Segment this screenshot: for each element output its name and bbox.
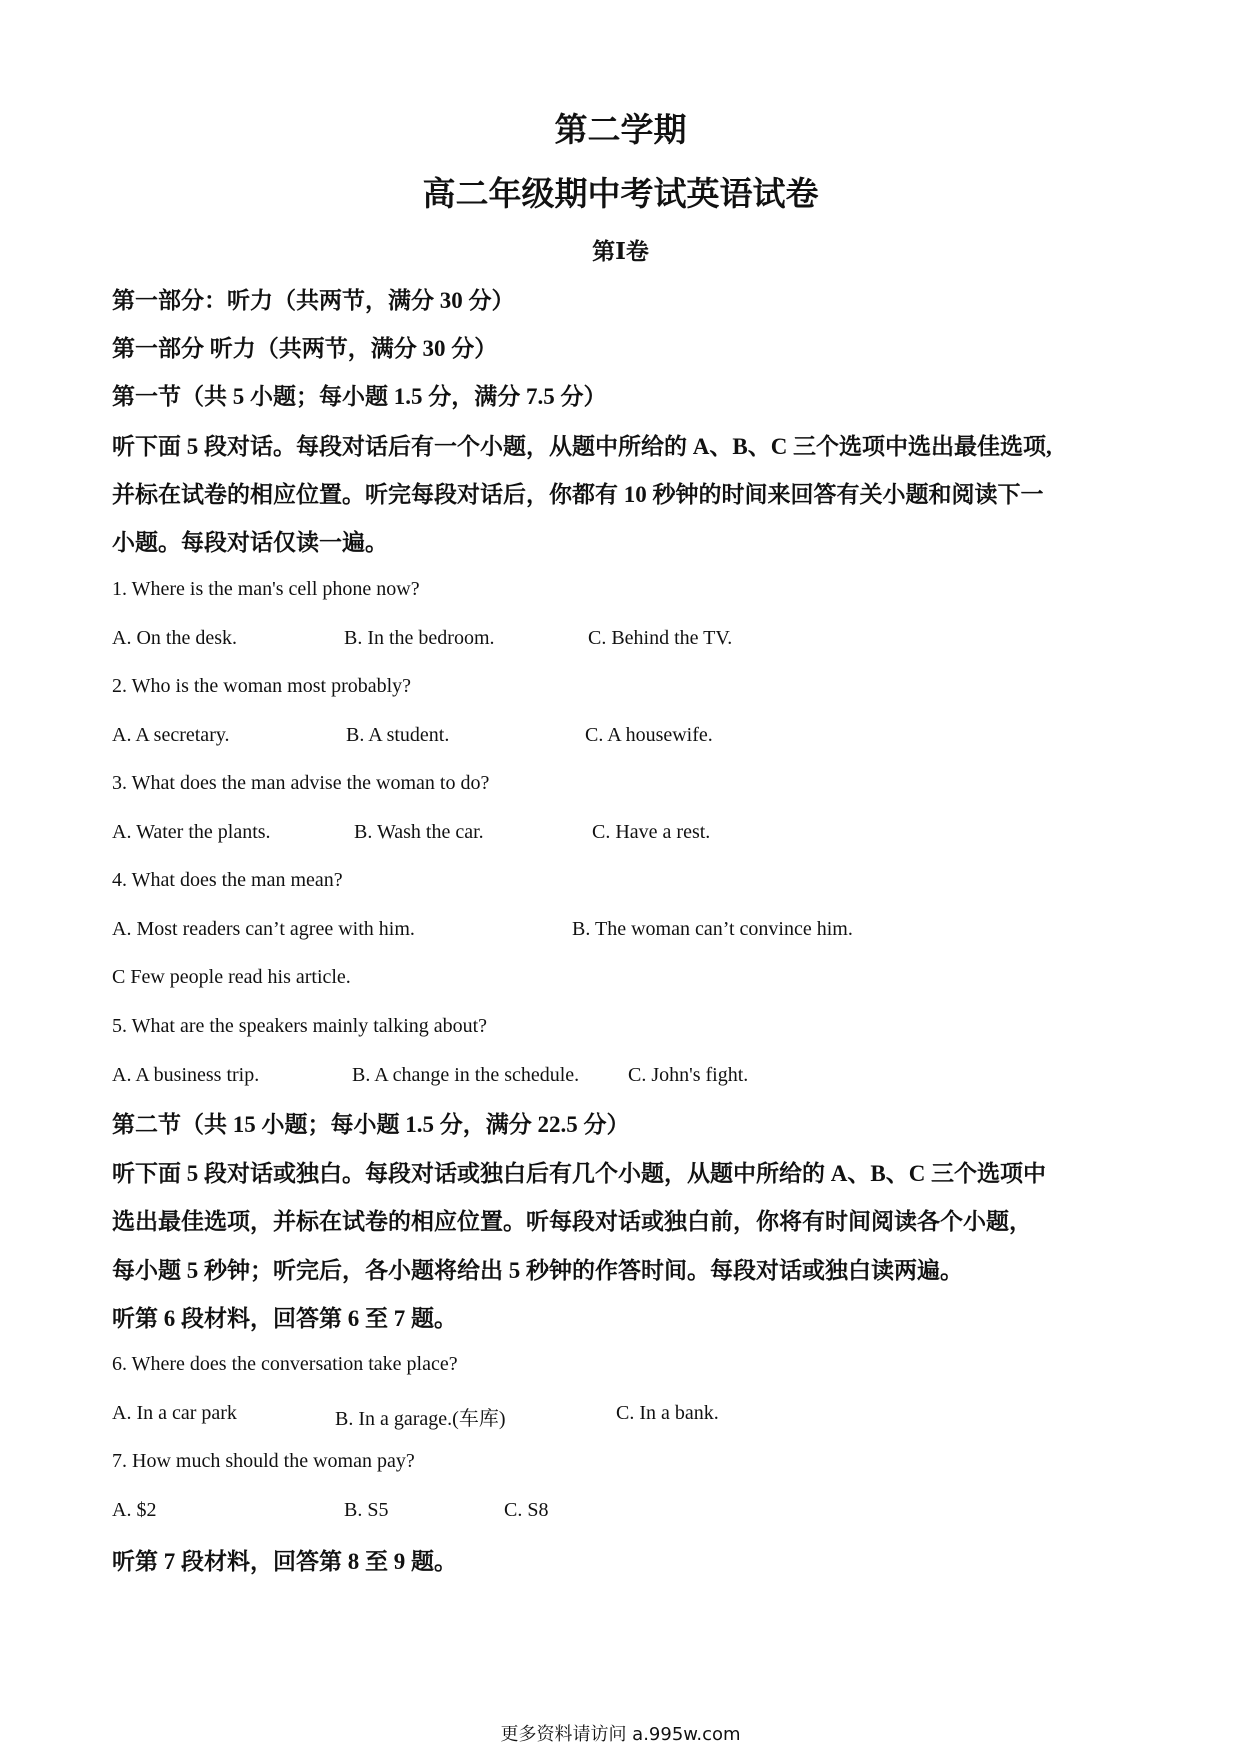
instruction-line: 并标在试卷的相应位置。听完每段对话后，你都有 10 秒钟的时间来回答有关小题和阅读下一 xyxy=(112,482,1044,507)
option-b: B. In the bedroom. xyxy=(344,627,495,649)
option-a: A. $2 xyxy=(112,1499,157,1521)
option-a: A. In a car park xyxy=(112,1402,237,1424)
option-b: B. The woman can’t convince him. xyxy=(572,918,853,940)
exam-title: 高二年级期中考试英语试卷 xyxy=(422,177,819,213)
material-heading: 听第 6 段材料，回答第 6 至 7 题。 xyxy=(112,1306,457,1331)
section-heading: 第一节（共 5 小题；每小题 1.5 分，满分 7.5 分） xyxy=(112,384,607,409)
question-text: 4. What does the man mean? xyxy=(112,869,343,891)
option-c: C. S8 xyxy=(504,1499,549,1521)
instruction-line: 听下面 5 段对话。每段对话后有一个小题，从题中所给的 A、B、C 三个选项中选出最佳选项, xyxy=(112,434,1052,459)
option-c: C. Behind the TV. xyxy=(588,627,733,649)
instruction-line: 小题。每段对话仅读一遍。 xyxy=(112,530,388,555)
option-c: C. Have a rest. xyxy=(592,821,711,843)
question-text: 5. What are the speakers mainly talking about? xyxy=(112,1015,488,1037)
option-c: C. John's fight. xyxy=(628,1064,749,1086)
instruction-line: 听下面 5 段对话或独白。每段对话或独白后有几个小题，从题中所给的 A、B、C 三个选项中 xyxy=(112,1161,1047,1186)
option-a: A. A business trip. xyxy=(112,1064,260,1086)
option-c: C. In a bank. xyxy=(616,1402,719,1424)
option-b: B. S5 xyxy=(344,1499,389,1521)
question-text: 3. What does the man advise the woman to do? xyxy=(112,772,490,794)
option-b: B. A student. xyxy=(346,724,450,746)
option-a: A. On the desk. xyxy=(112,627,237,649)
option-b: B. In a garage.(车库) xyxy=(335,1408,506,1430)
option-a: A. A secretary. xyxy=(112,724,230,746)
question-text: 7. How much should the woman pay? xyxy=(112,1450,415,1472)
part-heading: 第一部分：听力（共两节，满分 30 分） xyxy=(112,288,515,313)
option-b: B. A change in the schedule. xyxy=(352,1064,580,1086)
question-text: 6. Where does the conversation take place? xyxy=(112,1353,458,1375)
exam-term: 第二学期 xyxy=(554,113,687,149)
option-a: A. Most readers can’t agree with him. xyxy=(112,918,415,940)
part-heading: 第一部分 听力（共两节，满分 30 分） xyxy=(112,336,498,361)
question-text: 1. Where is the man's cell phone now? xyxy=(112,578,420,600)
section-heading: 第二节（共 15 小题；每小题 1.5 分，满分 22.5 分） xyxy=(112,1112,630,1137)
instruction-line: 每小题 5 秒钟；听完后，各小题将给出 5 秒钟的作答时间。每段对话或独白读两遍。 xyxy=(112,1258,963,1283)
material-heading: 听第 7 段材料，回答第 8 至 9 题。 xyxy=(112,1549,457,1574)
option-b: B. Wash the car. xyxy=(354,821,484,843)
option-c: C Few people read his article. xyxy=(112,966,351,988)
question-text: 2. Who is the woman most probably? xyxy=(112,675,412,697)
instruction-line: 选出最佳选项，并标在试卷的相应位置。听每段对话或独白前，你将有时间阅读各个小题， xyxy=(112,1209,1032,1234)
footer-link[interactable]: 更多资料请访问 a.995w.com xyxy=(500,1724,741,1745)
option-a: A. Water the plants. xyxy=(112,821,271,843)
option-c: C. A housewife. xyxy=(585,724,713,746)
volume-label: 第Ⅰ卷 xyxy=(592,239,649,264)
